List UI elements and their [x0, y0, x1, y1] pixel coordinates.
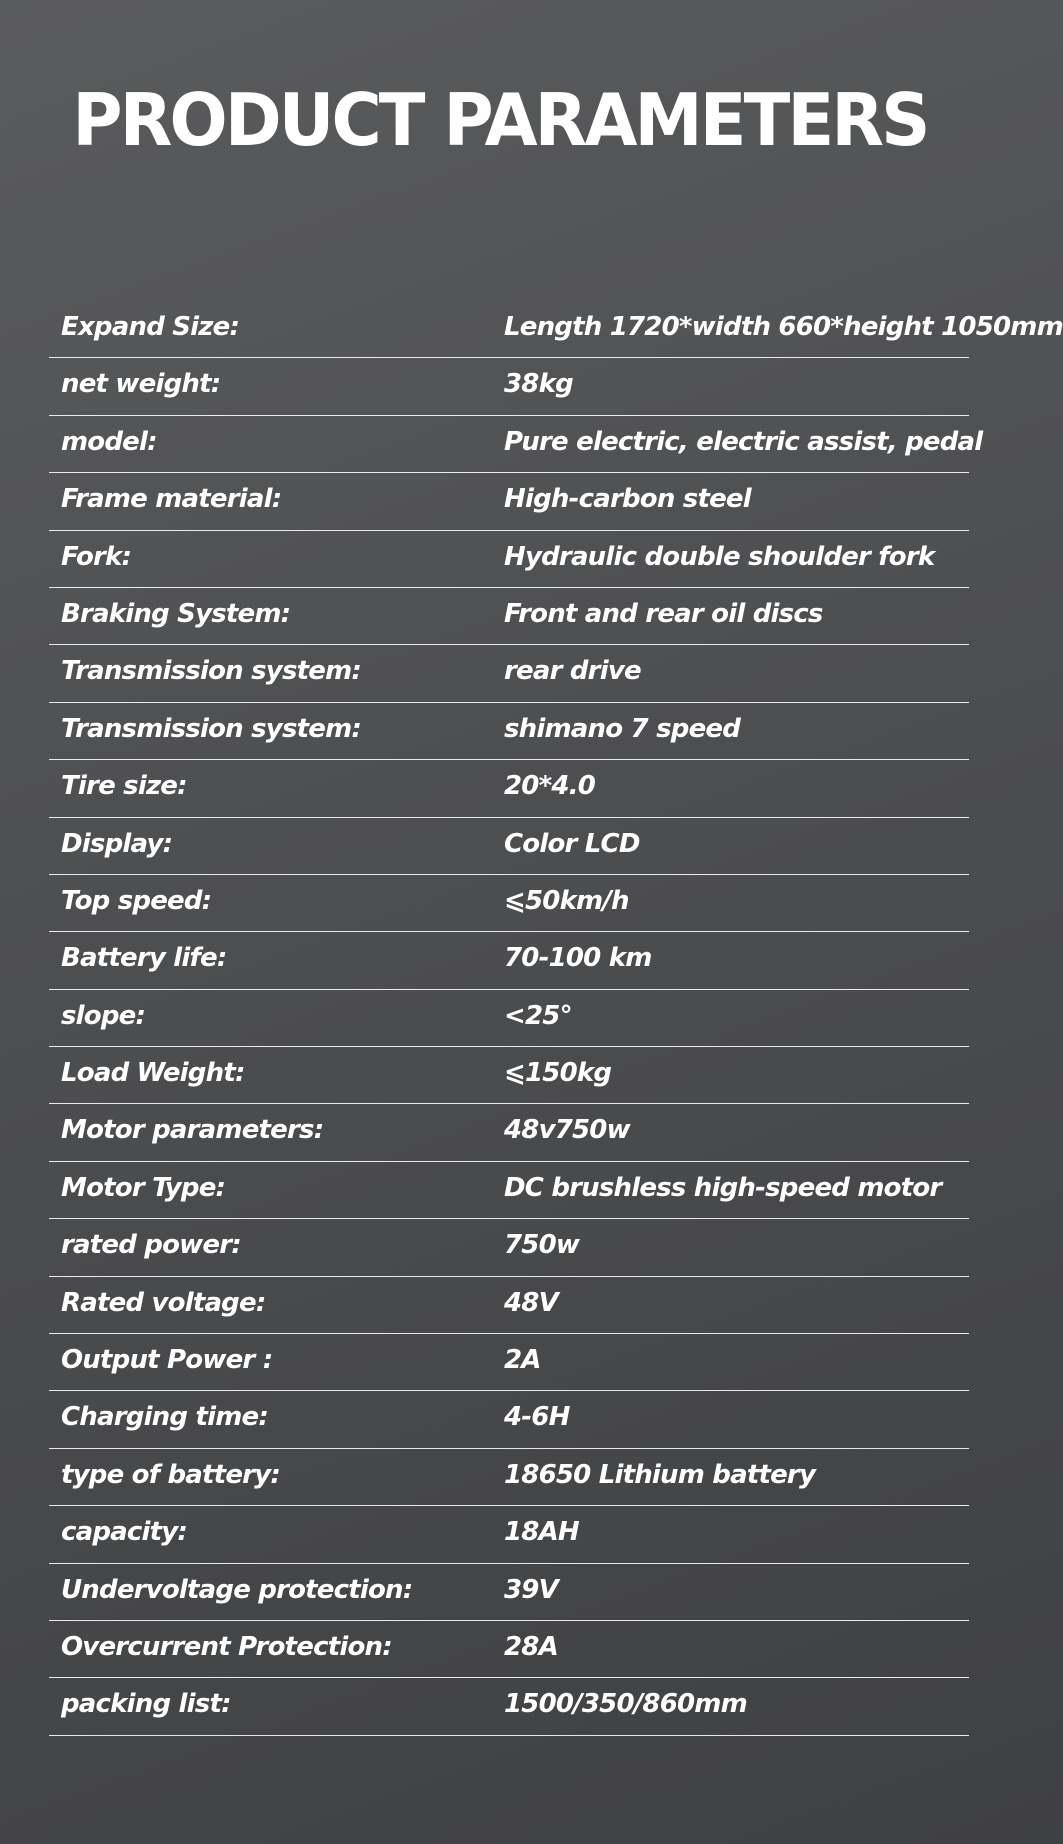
spec-value: ⩽50km/h — [504, 885, 629, 916]
spec-row — [49, 1449, 969, 1506]
spec-row — [49, 358, 969, 415]
spec-label: Tire size: — [61, 771, 187, 802]
spec-row — [49, 645, 969, 702]
spec-label: Motor parameters: — [61, 1115, 324, 1146]
spec-row — [49, 473, 969, 530]
spec-value: ⩽150kg — [504, 1058, 612, 1089]
spec-value: 39V — [504, 1574, 558, 1605]
spec-row — [49, 932, 969, 989]
spec-label: Expand Size: — [61, 312, 240, 342]
spec-label: Output Power : — [61, 1345, 273, 1376]
spec-label: Fork: — [61, 541, 132, 572]
spec-row — [49, 1334, 969, 1391]
spec-value: 48v750w — [504, 1115, 630, 1146]
spec-label: Overcurrent Protection: — [61, 1631, 392, 1662]
spec-label: Load Weight: — [61, 1058, 245, 1089]
spec-value: Pure electric, electric assist, pedal — [504, 426, 983, 457]
spec-label: type of battery: — [61, 1459, 280, 1490]
spec-value: Hydraulic double shoulder fork — [504, 541, 935, 572]
spec-value: 38kg — [504, 369, 573, 400]
spec-row — [49, 760, 969, 817]
spec-row — [49, 990, 969, 1047]
spec-value: <25° — [504, 1000, 572, 1031]
spec-row — [49, 1219, 969, 1276]
spec-label: model: — [61, 426, 157, 457]
spec-label: slope: — [61, 1000, 146, 1031]
spec-row — [49, 1047, 969, 1104]
spec-label: Charging time: — [61, 1402, 268, 1433]
spec-value: shimano 7 speed — [504, 713, 741, 744]
spec-row — [49, 875, 969, 932]
spec-row — [49, 1564, 969, 1621]
spec-row — [49, 703, 969, 760]
spec-label: Display: — [61, 828, 173, 859]
spec-row — [49, 588, 969, 645]
spec-label: Rated voltage: — [61, 1287, 266, 1318]
spec-table — [49, 301, 1063, 1736]
spec-value: 20*4.0 — [504, 771, 596, 802]
spec-label: Undervoltage protection: — [61, 1574, 413, 1605]
spec-value: 48V — [504, 1287, 558, 1318]
spec-label: net weight: — [61, 369, 221, 400]
spec-value: rear drive — [504, 656, 641, 687]
spec-value: 18AH — [504, 1517, 579, 1548]
spec-label: rated power: — [61, 1230, 241, 1261]
spec-label: packing list: — [61, 1689, 231, 1720]
spec-label: Frame material: — [61, 484, 282, 515]
spec-value: Length 1720*width 660*height 1050mm — [504, 312, 1063, 342]
spec-value: 750w — [504, 1230, 580, 1261]
spec-row — [49, 416, 983, 473]
spec-value: DC brushless high-speed motor — [504, 1172, 942, 1203]
spec-label: Transmission system: — [61, 656, 361, 687]
spec-value: 18650 Lithium battery — [504, 1459, 816, 1490]
spec-label: Battery life: — [61, 943, 227, 974]
spec-value: 70-100 km — [504, 943, 652, 974]
spec-value: 4-6H — [504, 1402, 570, 1433]
spec-value: Front and rear oil discs — [504, 598, 823, 629]
spec-label: Braking System: — [61, 598, 291, 629]
spec-label: Top speed: — [61, 885, 212, 916]
spec-row — [49, 1506, 969, 1563]
spec-row — [49, 1621, 969, 1678]
spec-row — [49, 531, 969, 588]
spec-row — [49, 1391, 969, 1448]
spec-row — [49, 1678, 969, 1735]
spec-label: Transmission system: — [61, 713, 361, 744]
page-title: PRODUCT PARAMETERS — [72, 78, 928, 162]
spec-row — [49, 1277, 969, 1334]
spec-value: Color LCD — [504, 828, 640, 859]
spec-label: Motor Type: — [61, 1172, 226, 1203]
spec-row — [49, 1162, 969, 1219]
spec-row — [49, 1104, 969, 1161]
spec-row — [49, 818, 969, 875]
spec-value: High-carbon steel — [504, 484, 751, 515]
spec-value: 1500/350/860mm — [504, 1689, 747, 1720]
spec-value: 28A — [504, 1631, 558, 1662]
spec-value: 2A — [504, 1345, 541, 1376]
spec-row — [49, 301, 1063, 358]
spec-label: capacity: — [61, 1517, 188, 1548]
